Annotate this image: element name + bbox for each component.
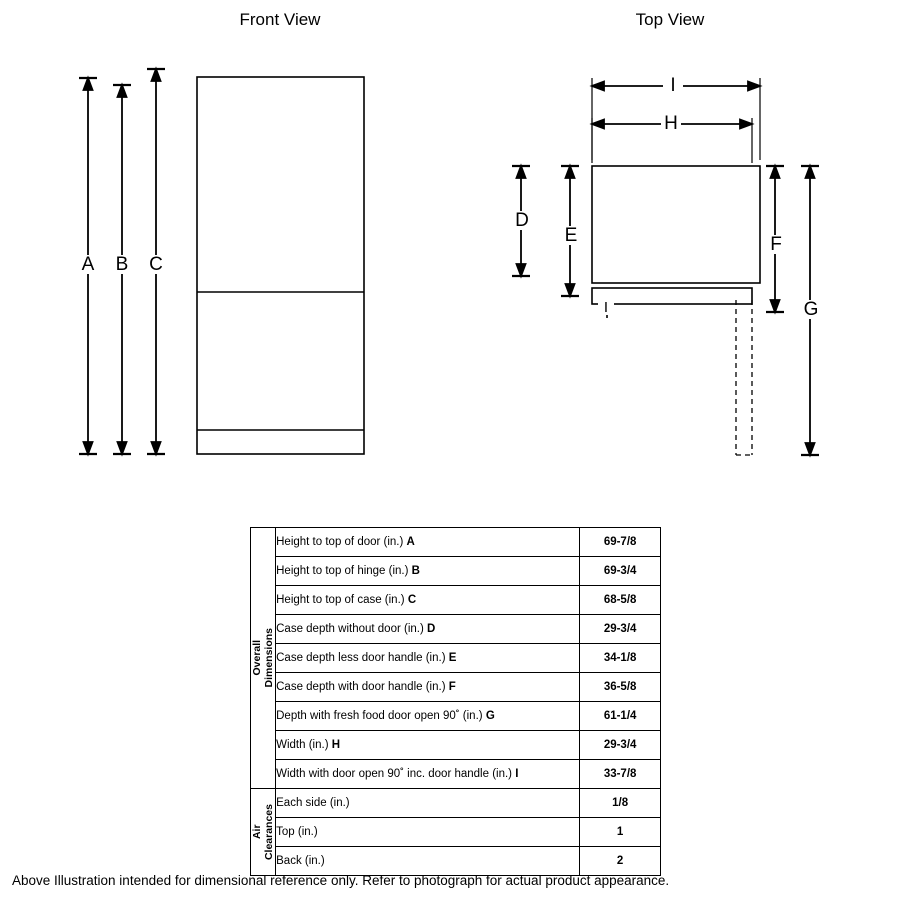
row-desc <box>276 731 580 760</box>
table-row <box>251 760 661 789</box>
group-label-line2: Clearances <box>263 803 276 861</box>
row-desc <box>276 586 580 615</box>
row-desc-text: Width with door open 90˚ inc. door handle (in.) <box>276 768 513 780</box>
dimensions-table <box>250 527 661 876</box>
dim-label-b: B <box>112 255 132 274</box>
group-label-air-clearances <box>251 789 276 876</box>
row-desc <box>276 557 580 586</box>
table-row <box>251 586 661 615</box>
row-letter: E <box>448 652 457 664</box>
row-desc-text: Depth with fresh food door open 90˚ (in.) <box>276 710 483 722</box>
row-value: 29-3/4 <box>580 615 661 644</box>
row-value: 1/8 <box>580 789 661 818</box>
footnote: Above Illustration intended for dimensional reference only. Refer to photograph for actual product appearance. <box>12 873 670 888</box>
table-row <box>251 731 661 760</box>
table-row <box>251 528 661 557</box>
table-row <box>251 673 661 702</box>
front-view-cabinet <box>197 77 364 454</box>
row-letter: I <box>515 768 519 780</box>
dim-label-g: G <box>801 300 821 319</box>
row-letter: C <box>407 594 417 606</box>
dim-label-e: E <box>561 226 581 245</box>
row-value: 29-3/4 <box>580 731 661 760</box>
table-row <box>251 615 661 644</box>
row-desc <box>276 673 580 702</box>
row-value: 69-7/8 <box>580 528 661 557</box>
top-view-cabinet <box>592 166 760 283</box>
table-row <box>251 557 661 586</box>
row-desc <box>276 760 580 789</box>
row-value: 34-1/8 <box>580 644 661 673</box>
row-desc-text: Case depth less door handle (in.) <box>276 652 446 664</box>
row-value: 33-7/8 <box>580 760 661 789</box>
row-letter: D <box>427 623 436 635</box>
table-row <box>251 644 661 673</box>
dim-label-f: F <box>766 235 786 254</box>
row-desc-text: Width (in.) <box>276 739 329 751</box>
row-desc: Each side (in.) <box>276 789 580 818</box>
front-view-title: Front View <box>239 10 321 29</box>
row-value: 61-1/4 <box>580 702 661 731</box>
table-row <box>251 847 661 876</box>
dim-label-d: D <box>512 211 532 230</box>
row-desc-text: Case depth with door handle (in.) <box>276 681 446 693</box>
dim-label-c: C <box>146 255 166 274</box>
row-desc-text: Height to top of case (in.) <box>276 594 405 606</box>
row-value: 69-3/4 <box>580 557 661 586</box>
group-label-line2: Dimensions <box>263 628 276 688</box>
row-desc-text: Case depth without door (in.) <box>276 623 424 635</box>
row-value: 36-5/8 <box>580 673 661 702</box>
row-letter: G <box>485 710 495 722</box>
group-label-line1: Air <box>251 824 263 840</box>
row-value: 2 <box>580 847 661 876</box>
row-desc <box>276 644 580 673</box>
dim-label-a: A <box>78 255 98 274</box>
row-value: 68-5/8 <box>580 586 661 615</box>
dim-label-h: H <box>661 114 681 133</box>
table-row <box>251 789 661 818</box>
table-row <box>251 702 661 731</box>
top-view-title: Top View <box>635 10 705 29</box>
row-letter: F <box>448 681 456 693</box>
row-letter: H <box>331 739 341 751</box>
top-view-door <box>592 288 752 304</box>
row-value: 1 <box>580 818 661 847</box>
group-label-line1: Overall <box>251 640 263 676</box>
dim-label-i-small: I <box>598 300 614 315</box>
row-desc: Top (in.) <box>276 818 580 847</box>
row-desc <box>276 615 580 644</box>
row-letter: B <box>411 565 420 577</box>
row-desc <box>276 702 580 731</box>
row-letter: A <box>406 536 415 548</box>
row-desc: Back (in.) <box>276 847 580 876</box>
row-desc-text: Height to top of hinge (in.) <box>276 565 409 577</box>
table-row <box>251 818 661 847</box>
group-label-overall-dimensions <box>251 528 276 789</box>
dim-label-i-top: I <box>663 76 683 95</box>
row-desc <box>276 528 580 557</box>
row-desc-text: Height to top of door (in.) <box>276 536 404 548</box>
